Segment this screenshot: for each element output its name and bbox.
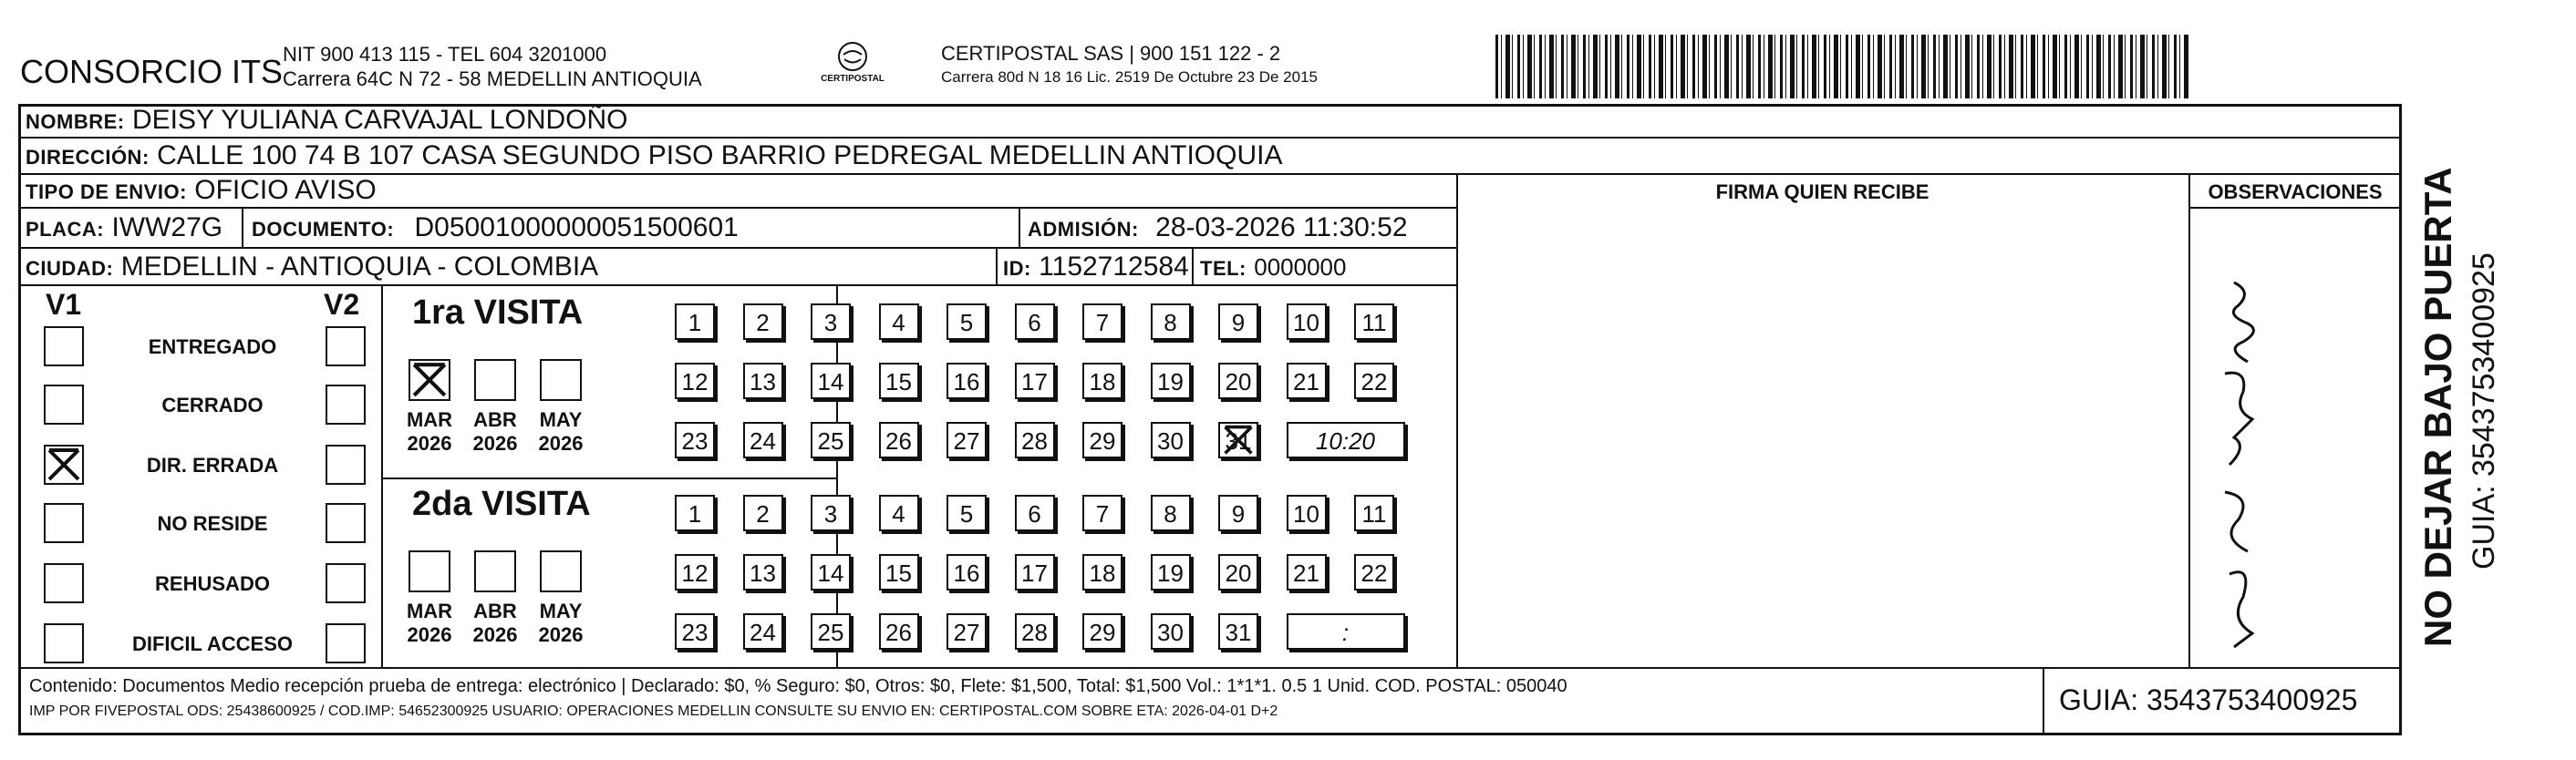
visit1-month-label: MAR 2026 <box>406 408 453 455</box>
visit1-day[interactable]: 30 <box>1151 422 1191 458</box>
placa-label: PLACA: <box>26 218 105 241</box>
visit2-day[interactable]: 29 <box>1082 613 1122 650</box>
visit1-day[interactable]: 10 <box>1287 303 1327 340</box>
id-row <box>1003 252 1189 282</box>
visit2-day[interactable]: 10 <box>1287 495 1327 531</box>
visit2-day[interactable]: 30 <box>1151 613 1191 650</box>
visit1-month-label: MAY 2026 <box>538 408 584 455</box>
tel-label: TEL: <box>1200 257 1247 280</box>
v1-header: V1 <box>46 288 82 321</box>
certipostal-address: Carrera 80d N 18 16 Lic. 2519 De Octubre 23 De 2015 <box>941 68 1318 86</box>
status-v1-checkbox[interactable] <box>44 326 84 366</box>
visit1-day[interactable]: 12 <box>675 363 715 399</box>
visit2-month-label: MAY 2026 <box>538 600 584 646</box>
visit2-day[interactable]: 11 <box>1354 495 1394 531</box>
documento-value: D05001000000051500601 <box>414 212 739 242</box>
visit1-day-marked[interactable]: 31 <box>1218 422 1258 458</box>
visit2-day[interactable]: 5 <box>947 495 987 531</box>
admision-label: ADMISIÓN: <box>1028 218 1139 241</box>
visit1-day[interactable]: 7 <box>1082 303 1122 340</box>
direccion-row <box>26 140 1282 171</box>
status-v2-checkbox[interactable] <box>326 623 366 663</box>
visit1-day[interactable]: 19 <box>1151 363 1191 399</box>
ciudad-value: MEDELLIN - ANTIOQUIA - COLOMBIA <box>120 252 599 282</box>
visit1-day[interactable]: 27 <box>947 422 987 458</box>
visit1-day[interactable]: 22 <box>1354 363 1394 399</box>
nombre-value: DEISY YULIANA CARVAJAL LONDOÑO <box>131 105 628 135</box>
visit1-day[interactable]: 24 <box>743 422 783 458</box>
visit2-day[interactable]: 16 <box>947 554 987 591</box>
visit1-day[interactable]: 15 <box>879 363 919 399</box>
status-label: REHUSADO <box>155 572 270 595</box>
visit2-day[interactable]: 26 <box>879 613 919 650</box>
company-name: CONSORCIO ITS <box>20 53 284 90</box>
visit2-month-checkbox[interactable] <box>474 550 516 592</box>
v2-header: V2 <box>324 288 360 321</box>
visit1-day[interactable]: 5 <box>947 303 987 340</box>
side-guia: GUIA: 3543753400925 <box>2467 252 2501 570</box>
visit1-day[interactable]: 29 <box>1082 422 1122 458</box>
status-v2-checkbox[interactable] <box>326 385 366 425</box>
company-nit: NIT 900 413 115 - TEL 604 3201000 <box>283 43 607 66</box>
visit2-day[interactable]: 18 <box>1082 554 1122 591</box>
visit2-day[interactable]: 28 <box>1015 613 1055 650</box>
visit2-day[interactable]: 7 <box>1082 495 1122 531</box>
nombre-row <box>26 105 627 136</box>
visit1-day[interactable]: 11 <box>1354 303 1394 340</box>
visit1-title: 1ra VISITA <box>412 293 584 332</box>
visit2-day[interactable]: 8 <box>1151 495 1191 531</box>
status-label: CERRADO <box>161 394 264 416</box>
id-label: ID: <box>1003 257 1031 280</box>
visit1-day[interactable]: 28 <box>1015 422 1055 458</box>
observaciones-header: OBSERVACIONES <box>2208 180 2383 203</box>
visit2-day[interactable]: 17 <box>1015 554 1055 591</box>
visit1-day[interactable]: 6 <box>1015 303 1055 340</box>
visit2-day[interactable]: 20 <box>1218 554 1258 591</box>
visit1-day[interactable]: 3 <box>811 303 851 340</box>
visit2-day[interactable]: 27 <box>947 613 987 650</box>
tipo-row <box>26 175 377 206</box>
visit2-day[interactable]: 13 <box>743 554 783 591</box>
observaciones-handwriting <box>2198 273 2280 656</box>
ciudad-row <box>26 252 598 282</box>
status-v2-checkbox[interactable] <box>326 326 366 366</box>
tipo-value: OFICIO AVISO <box>194 175 377 205</box>
visit1-day[interactable]: 14 <box>811 363 851 399</box>
visit2-day[interactable]: 31 <box>1218 613 1258 650</box>
visit2-month-checkbox[interactable] <box>540 550 582 592</box>
visit1-day[interactable]: 13 <box>743 363 783 399</box>
visit1-month-checkbox[interactable] <box>409 359 450 401</box>
visit1-day[interactable]: 16 <box>947 363 987 399</box>
check-mark-icon <box>410 361 449 399</box>
firma-header: FIRMA QUIEN RECIBE <box>1715 180 1929 203</box>
visit1-day[interactable]: 23 <box>675 422 715 458</box>
admision-row <box>1028 212 1408 243</box>
barcode <box>1495 35 2188 98</box>
status-v2-checkbox[interactable] <box>326 503 366 543</box>
visit1-day[interactable]: 20 <box>1218 363 1258 399</box>
certipostal-line: CERTIPOSTAL SAS | 900 151 122 - 2 <box>941 42 1281 65</box>
status-label: NO RESIDE <box>157 512 268 535</box>
visit2-day[interactable]: 14 <box>811 554 851 591</box>
id-value: 1152712584 <box>1039 252 1189 282</box>
company-address: Carrera 64C N 72 - 58 MEDELLIN ANTIOQUIA <box>283 67 702 90</box>
visit2-month-checkbox[interactable] <box>409 550 450 592</box>
status-v1-checkbox[interactable] <box>44 563 84 603</box>
visit1-month-checkbox[interactable] <box>540 359 582 401</box>
tel-row <box>1200 252 1346 282</box>
admision-value: 28-03-2026 11:30:52 <box>1155 212 1408 242</box>
direccion-value: CALLE 100 74 B 107 CASA SEGUNDO PISO BARRIO PEDREGAL MEDELLIN ANTIOQUIA <box>157 140 1283 170</box>
visit1-day[interactable]: 8 <box>1151 303 1191 340</box>
visit2-day[interactable]: 15 <box>879 554 919 591</box>
visit1-day[interactable]: 25 <box>811 422 851 458</box>
visit2-day[interactable]: 22 <box>1354 554 1394 591</box>
side-warning: NO DEJAR BAJO PUERTA <box>2416 167 2459 647</box>
tel-value: 0000000 <box>1254 253 1347 281</box>
check-mark-icon <box>46 447 82 483</box>
status-v2-checkbox[interactable] <box>326 563 366 603</box>
status-label: ENTREGADO <box>148 335 277 358</box>
certipostal-logo <box>812 40 894 84</box>
certipostal-logo-icon <box>834 40 871 73</box>
documento-label: DOCUMENTO: <box>252 218 395 241</box>
visit2-day[interactable]: 9 <box>1218 495 1258 531</box>
documento-row <box>252 212 739 243</box>
status-v2-checkbox[interactable] <box>326 445 366 485</box>
status-v1-checkbox[interactable] <box>44 503 84 543</box>
visit2-time[interactable]: : <box>1287 613 1405 650</box>
visit1-day[interactable]: 1 <box>675 303 715 340</box>
logo-caption: CERTIPOSTAL <box>821 74 885 84</box>
placa-value: IWW27G <box>111 212 223 242</box>
ciudad-label: CIUDAD: <box>26 257 114 280</box>
nombre-label: NOMBRE: <box>26 110 125 133</box>
visit2-day[interactable]: 25 <box>811 613 851 650</box>
status-v1-checkbox[interactable] <box>44 623 84 663</box>
visit1-day[interactable]: 9 <box>1218 303 1258 340</box>
footer-imp: IMP POR FIVEPOSTAL ODS: 25438600925 / COD.IMP: 54652300925 USUARIO: OPERACIONES MEDELLIN CONSULTE SU ENVIO EN: CERTIPOSTAL.COM SOBRE ETA: 2026-04-01 D+2 <box>29 704 1278 719</box>
visit2-day[interactable]: 19 <box>1151 554 1191 591</box>
visit2-day[interactable]: 1 <box>675 495 715 531</box>
visit2-day[interactable]: 23 <box>675 613 715 650</box>
visit1-day[interactable]: 18 <box>1082 363 1122 399</box>
footer-guia: GUIA: 3543753400925 <box>2059 683 2358 716</box>
status-label: DIR. ERRADA <box>146 454 279 477</box>
visit1-day[interactable]: 2 <box>743 303 783 340</box>
visit2-day[interactable]: 21 <box>1287 554 1327 591</box>
visit1-day[interactable]: 17 <box>1015 363 1055 399</box>
visit1-day[interactable]: 4 <box>879 303 919 340</box>
visit1-day[interactable]: 21 <box>1287 363 1327 399</box>
visit2-day[interactable]: 3 <box>811 495 851 531</box>
visit1-month-label: ABR 2026 <box>472 408 518 455</box>
status-v1-checkbox[interactable] <box>44 385 84 425</box>
visit2-day[interactable]: 12 <box>675 554 715 591</box>
status-label: DIFICIL ACCESO <box>131 632 293 655</box>
tipo-label: TIPO DE ENVIO: <box>26 180 187 203</box>
visit2-month-label: ABR 2026 <box>472 600 518 646</box>
check-mark-icon <box>1220 424 1257 457</box>
status-v1-checkbox[interactable] <box>44 445 84 485</box>
visit1-month-checkbox[interactable] <box>474 359 516 401</box>
visit2-day[interactable]: 2 <box>743 495 783 531</box>
visit2-day[interactable]: 24 <box>743 613 783 650</box>
visit2-title: 2da VISITA <box>412 485 591 523</box>
visit2-day[interactable]: 6 <box>1015 495 1055 531</box>
direccion-label: DIRECCIÓN: <box>26 146 150 169</box>
footer-content: Contenido: Documentos Medio recepción prueba de entrega: electrónico | Declarado: $0, % Seguro: $0, Otros: $0, Flete: $1,500, Total: $1,500 Vol.: 1*1*1. 0.5 1 Unid. COD. POSTAL: 050040 <box>29 676 1567 696</box>
visit2-month-label: MAR 2026 <box>406 600 453 646</box>
placa-row <box>26 212 222 243</box>
visit1-day[interactable]: 26 <box>879 422 919 458</box>
visit2-day[interactable]: 4 <box>879 495 919 531</box>
visit1-time[interactable]: 10:20 <box>1287 422 1405 458</box>
